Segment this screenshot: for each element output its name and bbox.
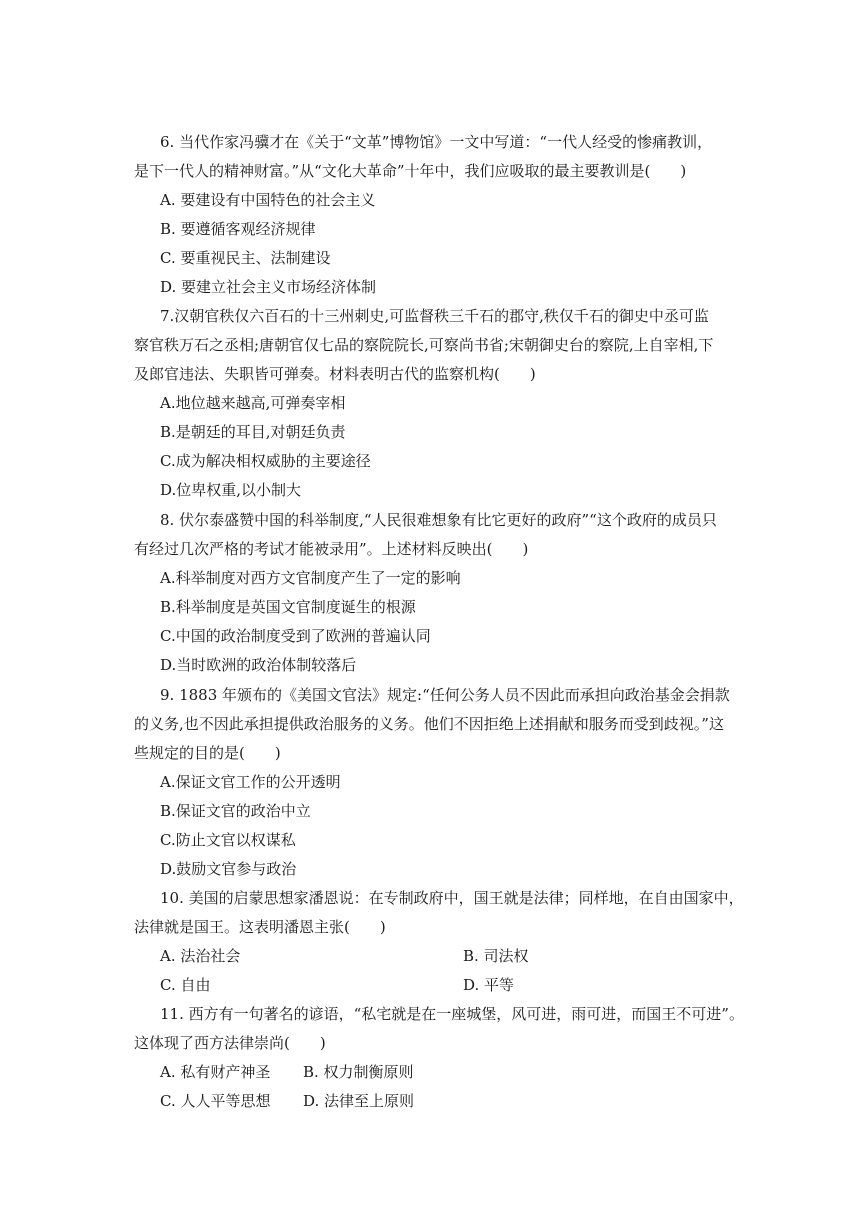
question-8-option-c: C.中国的政治制度受到了欧洲的普遍认同	[160, 627, 431, 645]
question-6-option-d: D. 要建立社会主义市场经济体制	[160, 278, 377, 296]
question-10-stem-line-2: 法律就是国王。这表明潘恩主张( )	[134, 918, 386, 936]
question-6-option-a: A. 要建设有中国特色的社会主义	[160, 191, 376, 209]
question-9-option-a: A.保证文官工作的公开透明	[160, 773, 341, 791]
question-8-option-a: A.科举制度对西方文官制度产生了一定的影响	[160, 569, 461, 587]
question-8-option-d: D.当时欧洲的政治体制较落后	[160, 656, 357, 674]
question-7-option-d: D.位卑权重,以小制大	[160, 481, 302, 499]
question-10-option-c: C. 自由	[160, 976, 211, 994]
question-9-option-c: C.防止文官以权谋私	[160, 831, 296, 849]
question-10-option-d: D. 平等	[463, 976, 515, 994]
question-11-option-c: C. 人人平等思想	[160, 1092, 271, 1110]
question-9-stem-line-3: 些规定的目的是( )	[134, 744, 281, 762]
question-9-option-b: B.保证文官的政治中立	[160, 802, 311, 820]
question-7-stem-line-1: 7.汉朝官秩仅六百石的十三州刺史,可监督秩三千石的郡守,秩仅千石的御史中丞可监	[160, 307, 709, 325]
question-8-option-b: B.科举制度是英国文官制度诞生的根源	[160, 598, 416, 616]
question-9-stem-line-2: 的义务,也不因此承担提供政治服务的义务。他们不因拒绝上述捐献和服务而受到歧视。”这	[134, 715, 724, 733]
question-10-option-a: A. 法治社会	[160, 947, 241, 965]
question-7-stem-line-2: 察官秩万石之丞相;唐朝官仅七品的察院院长,可察尚书省;宋朝御史台的察院,上自宰相,下	[134, 336, 714, 354]
question-6-stem-line-1: 6. 当代作家冯骥才在《关于“文革”博物馆》一文中写道：“一代人经受的惨痛教训，	[160, 133, 713, 151]
question-6-option-c: C. 要重视民主、法制建设	[160, 249, 331, 267]
question-7-option-a: A.地位越来越高,可弹奏宰相	[160, 394, 346, 412]
question-11-stem-line-1: 11. 西方有一句著名的谚语，“私宅就是在一座城堡，风可进，雨可进，而国王不可进”。	[160, 1005, 744, 1023]
question-8-stem-line-2: 有经过几次严格的考试才能被录用”。上述材料反映出( )	[134, 540, 529, 558]
question-10-option-b: B. 司法权	[463, 947, 529, 965]
question-11-option-a: A. 私有财产神圣	[160, 1063, 271, 1081]
question-9-stem-line-1: 9. 1883 年颁布的《美国文官法》规定:“任何公务人员不因此而承担向政治基金会捐款	[160, 686, 730, 704]
question-7-option-b: B.是朝廷的耳目,对朝廷负责	[160, 423, 346, 441]
question-11-option-d: D. 法律至上原则	[303, 1092, 415, 1110]
question-7-option-c: C.成为解决相权威胁的主要途径	[160, 452, 371, 470]
question-10-stem-line-1: 10. 美国的启蒙思想家潘恩说：在专制政府中，国王就是法律；同样地，在自由国家中，	[160, 889, 744, 907]
question-9-option-d: D.鼓励文官参与政治	[160, 860, 297, 878]
question-7-stem-line-3: 及郎官违法、失职皆可弹奏。材料表明古代的监察机构( )	[134, 365, 536, 383]
question-8-stem-line-1: 8. 伏尔泰盛赞中国的科举制度,“人民很难想象有比它更好的政府”“这个政府的成员只	[160, 511, 717, 529]
question-6-option-b: B. 要遵循客观经济规律	[160, 220, 316, 238]
question-11-stem-line-2: 这体现了西方法律崇尚( )	[134, 1034, 326, 1052]
question-11-option-b: B. 权力制衡原则	[303, 1063, 414, 1081]
question-6-stem-line-2: 是下一代人的精神财富。”从“文化大革命”十年中，我们应吸取的最主要教训是( )	[134, 162, 687, 180]
